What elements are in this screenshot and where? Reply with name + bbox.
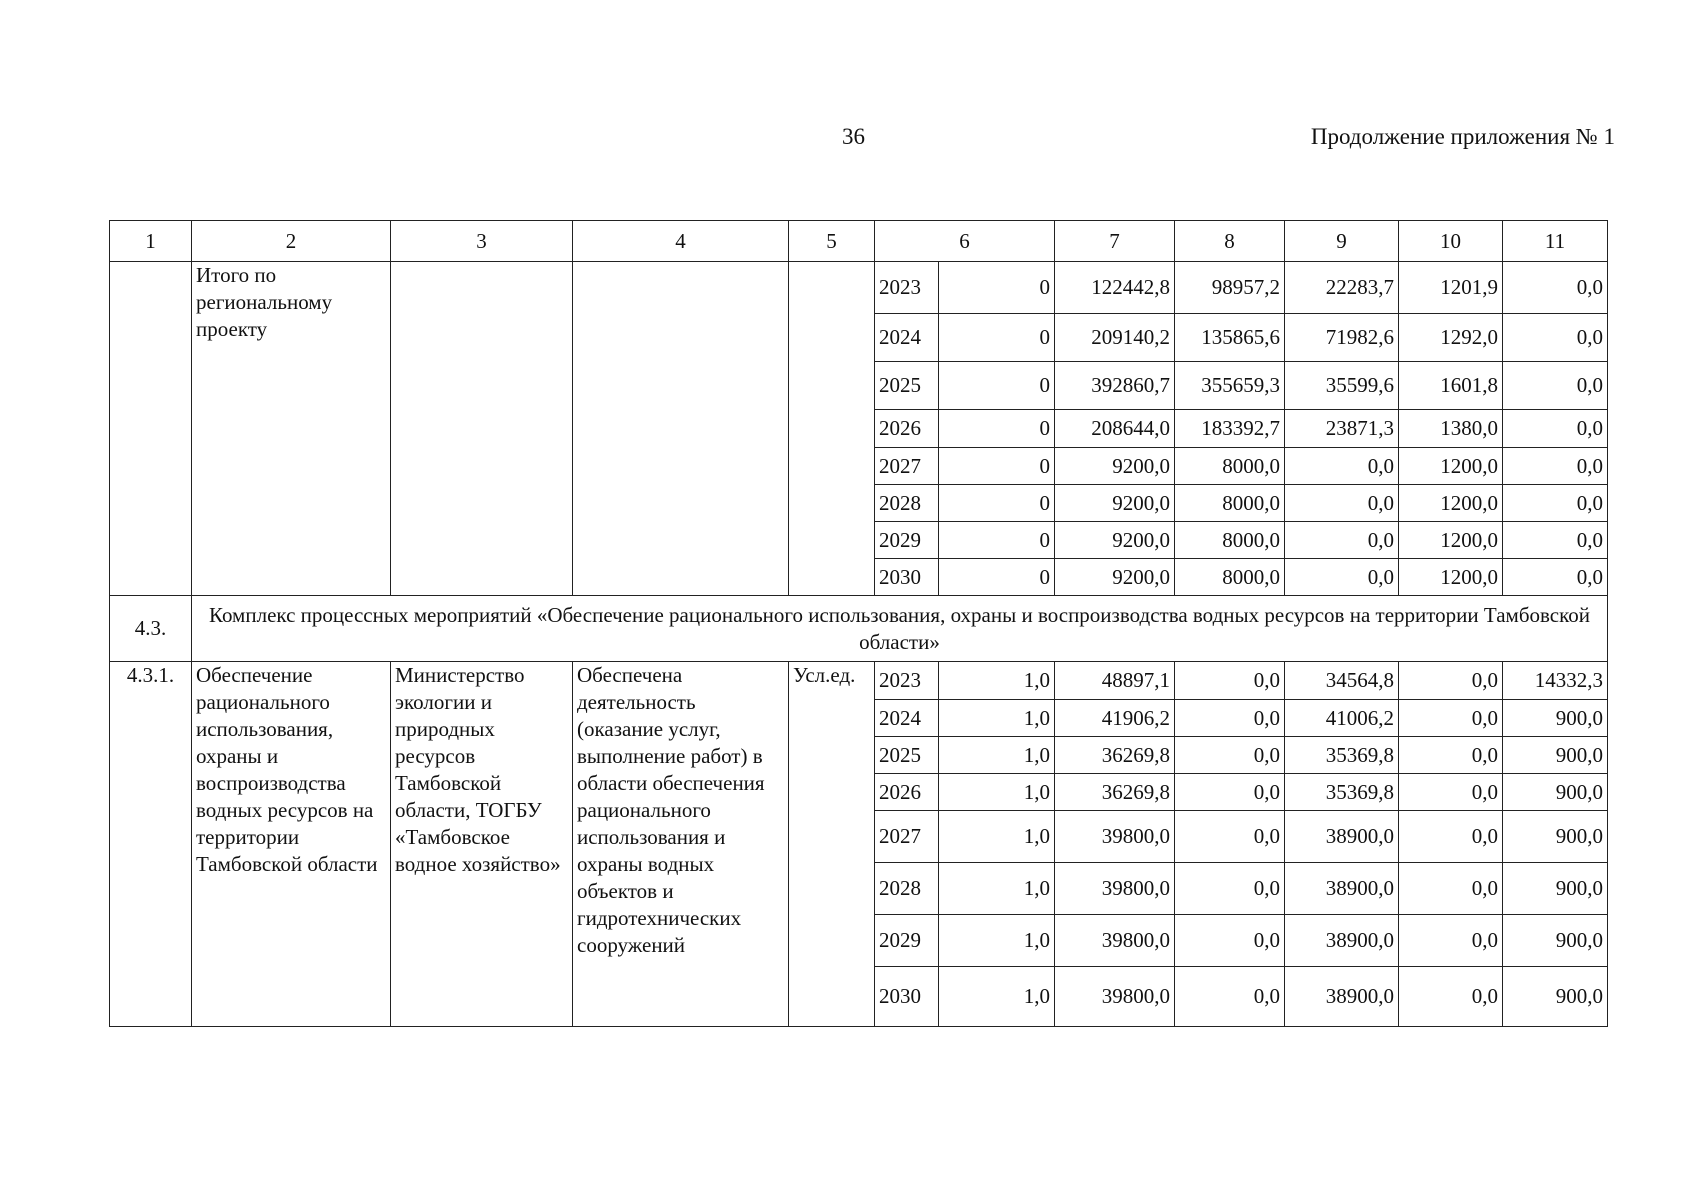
value-cell-8: 0,0 <box>1175 737 1285 774</box>
value-cell-9: 0,0 <box>1285 522 1399 559</box>
section-title: Комплекс процессных мероприятий «Обеспечение рационального использования, охраны и воспроизводства водных ресурсов на территории Тамбовской области» <box>192 596 1608 662</box>
value-cell-11: 900,0 <box>1503 967 1608 1027</box>
value-cell-10: 1200,0 <box>1399 485 1503 522</box>
value-cell-11: 900,0 <box>1503 863 1608 915</box>
value-cell-10: 1200,0 <box>1399 448 1503 485</box>
value-cell-11: 0,0 <box>1503 559 1608 596</box>
value-cell-6: 1,0 <box>939 662 1055 700</box>
value-cell-6: 1,0 <box>939 915 1055 967</box>
value-cell-11: 900,0 <box>1503 737 1608 774</box>
value-cell-8: 98957,2 <box>1175 262 1285 314</box>
year-cell: 2030 <box>875 967 939 1027</box>
value-cell-6: 0 <box>939 485 1055 522</box>
value-cell-6: 1,0 <box>939 811 1055 863</box>
value-cell-10: 0,0 <box>1399 811 1503 863</box>
value-cell-10: 1200,0 <box>1399 522 1503 559</box>
year-cell: 2029 <box>875 522 939 559</box>
year-cell: 2027 <box>875 448 939 485</box>
value-cell-11: 0,0 <box>1503 262 1608 314</box>
header-cell-1: 1 <box>110 221 192 262</box>
value-cell-9: 38900,0 <box>1285 967 1399 1027</box>
value-cell-8: 0,0 <box>1175 811 1285 863</box>
activity-index: 4.3.1. <box>110 662 192 1027</box>
year-cell: 2030 <box>875 559 939 596</box>
year-cell: 2025 <box>875 362 939 410</box>
value-cell-11: 900,0 <box>1503 811 1608 863</box>
value-cell-9: 34564,8 <box>1285 662 1399 700</box>
value-cell-6: 1,0 <box>939 700 1055 737</box>
header-cell-2: 2 <box>192 221 391 262</box>
value-cell-11: 900,0 <box>1503 915 1608 967</box>
value-cell-6: 1,0 <box>939 863 1055 915</box>
value-cell-7: 36269,8 <box>1055 737 1175 774</box>
header-cell-5: 5 <box>789 221 875 262</box>
value-cell-10: 0,0 <box>1399 737 1503 774</box>
value-cell-9: 0,0 <box>1285 485 1399 522</box>
value-cell-7: 392860,7 <box>1055 362 1175 410</box>
section-index: 4.3. <box>110 596 192 662</box>
activity-executor: Министерство экологии и природных ресурсов Тамбовской области, ТОГБУ «Тамбовское водное хозяйство» <box>391 662 573 1027</box>
value-cell-8: 0,0 <box>1175 774 1285 811</box>
header-cell-10: 10 <box>1399 221 1503 262</box>
regional-project-total-label: Итого по региональному проекту <box>192 262 391 596</box>
year-cell: 2024 <box>875 314 939 362</box>
executor-cell <box>391 262 573 596</box>
value-cell-11: 0,0 <box>1503 448 1608 485</box>
row-index-cell <box>110 262 192 596</box>
page-number: 36 <box>842 124 865 149</box>
value-cell-6: 0 <box>939 314 1055 362</box>
value-cell-11: 0,0 <box>1503 522 1608 559</box>
activity-result: Обеспечена деятельность (оказание услуг, выполнение работ) в области обеспечения рационального использования и охраны водных объектов и гидротехнических сооружений <box>573 662 789 1027</box>
value-cell-10: 1200,0 <box>1399 559 1503 596</box>
value-cell-8: 0,0 <box>1175 700 1285 737</box>
value-cell-7: 39800,0 <box>1055 863 1175 915</box>
year-cell: 2026 <box>875 774 939 811</box>
value-cell-9: 41006,2 <box>1285 700 1399 737</box>
value-cell-8: 8000,0 <box>1175 448 1285 485</box>
value-cell-11: 14332,3 <box>1503 662 1608 700</box>
value-cell-11: 0,0 <box>1503 362 1608 410</box>
value-cell-7: 48897,1 <box>1055 662 1175 700</box>
value-cell-11: 900,0 <box>1503 774 1608 811</box>
value-cell-10: 1601,8 <box>1399 362 1503 410</box>
year-cell: 2028 <box>875 863 939 915</box>
value-cell-9: 35369,8 <box>1285 774 1399 811</box>
value-cell-6: 0 <box>939 410 1055 448</box>
year-cell: 2026 <box>875 410 939 448</box>
value-cell-7: 39800,0 <box>1055 811 1175 863</box>
value-cell-7: 122442,8 <box>1055 262 1175 314</box>
appendix-continuation-label: Продолжение приложения № 1 <box>1310 124 1615 149</box>
value-cell-9: 38900,0 <box>1285 915 1399 967</box>
value-cell-9: 38900,0 <box>1285 863 1399 915</box>
value-cell-9: 35369,8 <box>1285 737 1399 774</box>
value-cell-10: 0,0 <box>1399 915 1503 967</box>
value-cell-8: 8000,0 <box>1175 485 1285 522</box>
result-cell <box>573 262 789 596</box>
value-cell-11: 0,0 <box>1503 410 1608 448</box>
year-cell: 2023 <box>875 262 939 314</box>
value-cell-11: 0,0 <box>1503 485 1608 522</box>
value-cell-8: 183392,7 <box>1175 410 1285 448</box>
regional-project-row <box>110 262 1608 314</box>
budget-table <box>109 220 1608 1027</box>
value-cell-8: 355659,3 <box>1175 362 1285 410</box>
header-cell-4: 4 <box>573 221 789 262</box>
value-cell-9: 22283,7 <box>1285 262 1399 314</box>
activity-row <box>110 662 1608 700</box>
year-cell: 2027 <box>875 811 939 863</box>
value-cell-10: 1380,0 <box>1399 410 1503 448</box>
value-cell-9: 0,0 <box>1285 448 1399 485</box>
value-cell-7: 9200,0 <box>1055 448 1175 485</box>
year-cell: 2028 <box>875 485 939 522</box>
value-cell-7: 39800,0 <box>1055 967 1175 1027</box>
value-cell-9: 35599,6 <box>1285 362 1399 410</box>
value-cell-7: 9200,0 <box>1055 559 1175 596</box>
value-cell-8: 135865,6 <box>1175 314 1285 362</box>
value-cell-7: 39800,0 <box>1055 915 1175 967</box>
value-cell-7: 9200,0 <box>1055 522 1175 559</box>
value-cell-10: 1292,0 <box>1399 314 1503 362</box>
value-cell-10: 0,0 <box>1399 774 1503 811</box>
value-cell-9: 23871,3 <box>1285 410 1399 448</box>
unit-cell <box>789 262 875 596</box>
value-cell-6: 1,0 <box>939 967 1055 1027</box>
value-cell-11: 900,0 <box>1503 700 1608 737</box>
header-cell-8: 8 <box>1175 221 1285 262</box>
value-cell-8: 0,0 <box>1175 915 1285 967</box>
year-cell: 2029 <box>875 915 939 967</box>
value-cell-10: 0,0 <box>1399 662 1503 700</box>
value-cell-8: 8000,0 <box>1175 522 1285 559</box>
value-cell-7: 208644,0 <box>1055 410 1175 448</box>
value-cell-7: 209140,2 <box>1055 314 1175 362</box>
activity-name: Обеспечение рационального использования, охраны и воспроизводства водных ресурсов на территории Тамбовской области <box>192 662 391 1027</box>
value-cell-10: 0,0 <box>1399 967 1503 1027</box>
value-cell-10: 0,0 <box>1399 863 1503 915</box>
header-cell-11: 11 <box>1503 221 1608 262</box>
value-cell-6: 0 <box>939 448 1055 485</box>
value-cell-10: 1201,9 <box>1399 262 1503 314</box>
header-cell-3: 3 <box>391 221 573 262</box>
value-cell-9: 38900,0 <box>1285 811 1399 863</box>
value-cell-8: 0,0 <box>1175 967 1285 1027</box>
value-cell-6: 0 <box>939 262 1055 314</box>
header-cell-6: 6 <box>875 221 1055 262</box>
value-cell-10: 0,0 <box>1399 700 1503 737</box>
value-cell-11: 0,0 <box>1503 314 1608 362</box>
value-cell-8: 0,0 <box>1175 863 1285 915</box>
activity-unit: Усл.ед. <box>789 662 875 1027</box>
year-cell: 2023 <box>875 662 939 700</box>
header-cell-7: 7 <box>1055 221 1175 262</box>
section-row <box>110 596 1608 662</box>
value-cell-7: 9200,0 <box>1055 485 1175 522</box>
value-cell-7: 41906,2 <box>1055 700 1175 737</box>
value-cell-6: 1,0 <box>939 774 1055 811</box>
header-cell-9: 9 <box>1285 221 1399 262</box>
value-cell-8: 8000,0 <box>1175 559 1285 596</box>
value-cell-9: 71982,6 <box>1285 314 1399 362</box>
year-cell: 2024 <box>875 700 939 737</box>
year-cell: 2025 <box>875 737 939 774</box>
value-cell-8: 0,0 <box>1175 662 1285 700</box>
value-cell-6: 1,0 <box>939 737 1055 774</box>
value-cell-7: 36269,8 <box>1055 774 1175 811</box>
value-cell-6: 0 <box>939 559 1055 596</box>
value-cell-9: 0,0 <box>1285 559 1399 596</box>
header-row <box>110 221 1608 262</box>
value-cell-6: 0 <box>939 362 1055 410</box>
value-cell-6: 0 <box>939 522 1055 559</box>
